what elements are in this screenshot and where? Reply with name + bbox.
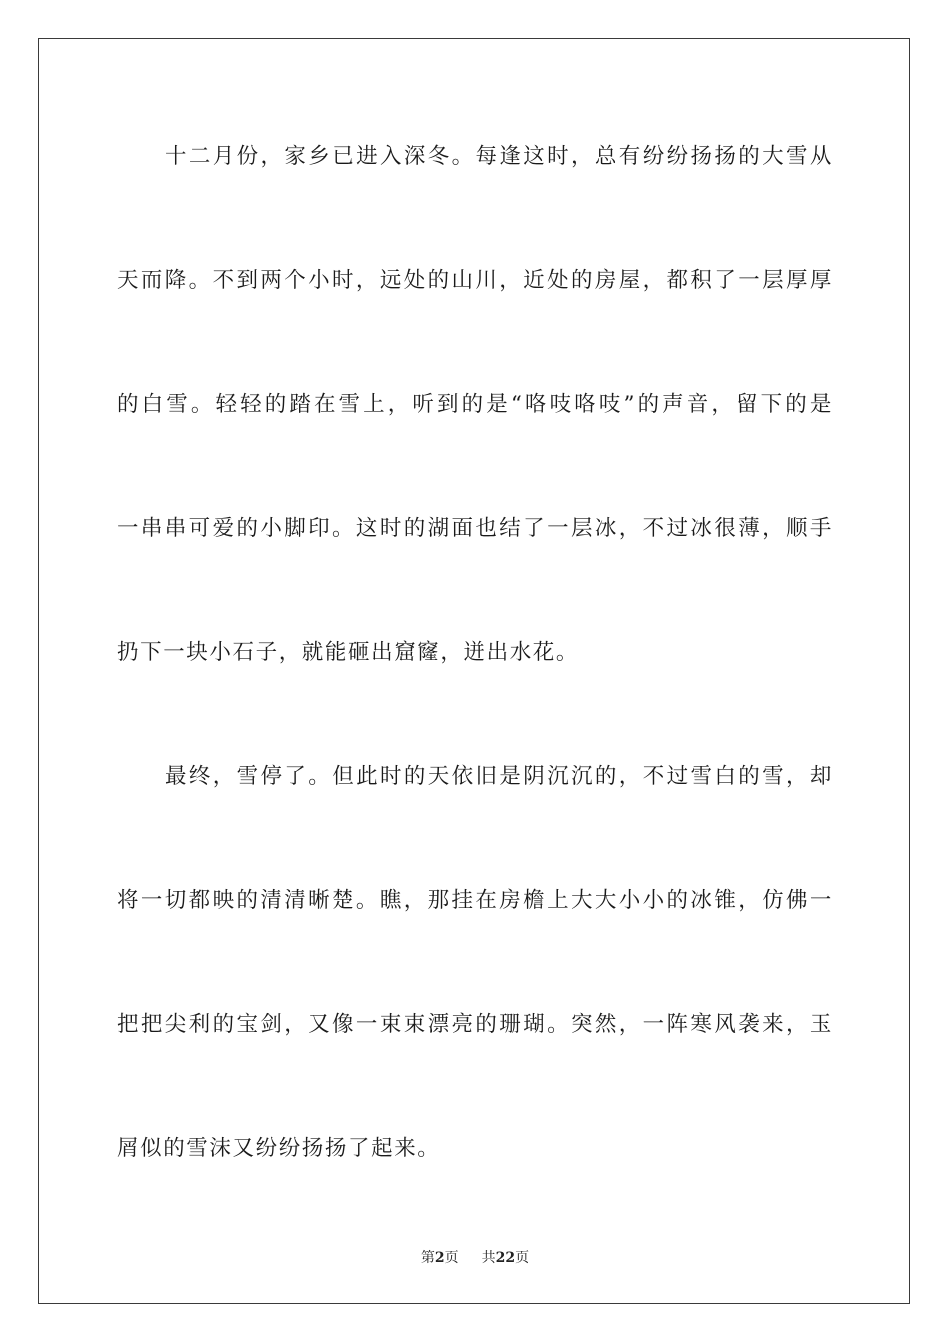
text-line: 十二月份，家乡已进入深冬。每逢这时，总有纷纷扬扬的大雪从 [165,144,833,169]
page-number: 2 [434,1250,445,1266]
text-line: 的白雪。轻轻的踏在雪上，听到的是“咯吱咯吱”的声音，留下的是 [117,392,833,417]
text-line: 把把尖利的宝剑，又像一束束漂亮的珊瑚。突然，一阵寒风袭来，玉 [117,1012,833,1037]
paragraph-2 [117,746,833,1180]
text-line: 扔下一块小石子，就能砸出窟窿，迸出水花。 [117,640,580,665]
page-suffix: 页 [444,1250,459,1266]
total-pages: 22 [495,1250,516,1266]
text-line: 一串串可爱的小脚印。这时的湖面也结了一层冰，不过冰很薄，顺手 [117,516,833,541]
page-prefix: 第 [420,1250,435,1266]
text-line: 屑似的雪沫又纷纷扬扬了起来。 [117,1136,441,1161]
paragraph-1 [117,126,833,684]
page-footer [0,1247,950,1267]
document-body [117,126,833,1242]
text-line: 将一切都映的清清晰楚。瞧，那挂在房檐上大大小小的冰锥，仿佛一 [117,888,833,913]
text-line: 天而降。不到两个小时，远处的山川，近处的房屋，都积了一层厚厚 [117,268,833,293]
text-line: 最终，雪停了。但此时的天依旧是阴沉沉的，不过雪白的雪，却 [165,764,833,789]
total-prefix: 共 [481,1250,496,1266]
total-suffix: 页 [515,1250,530,1266]
